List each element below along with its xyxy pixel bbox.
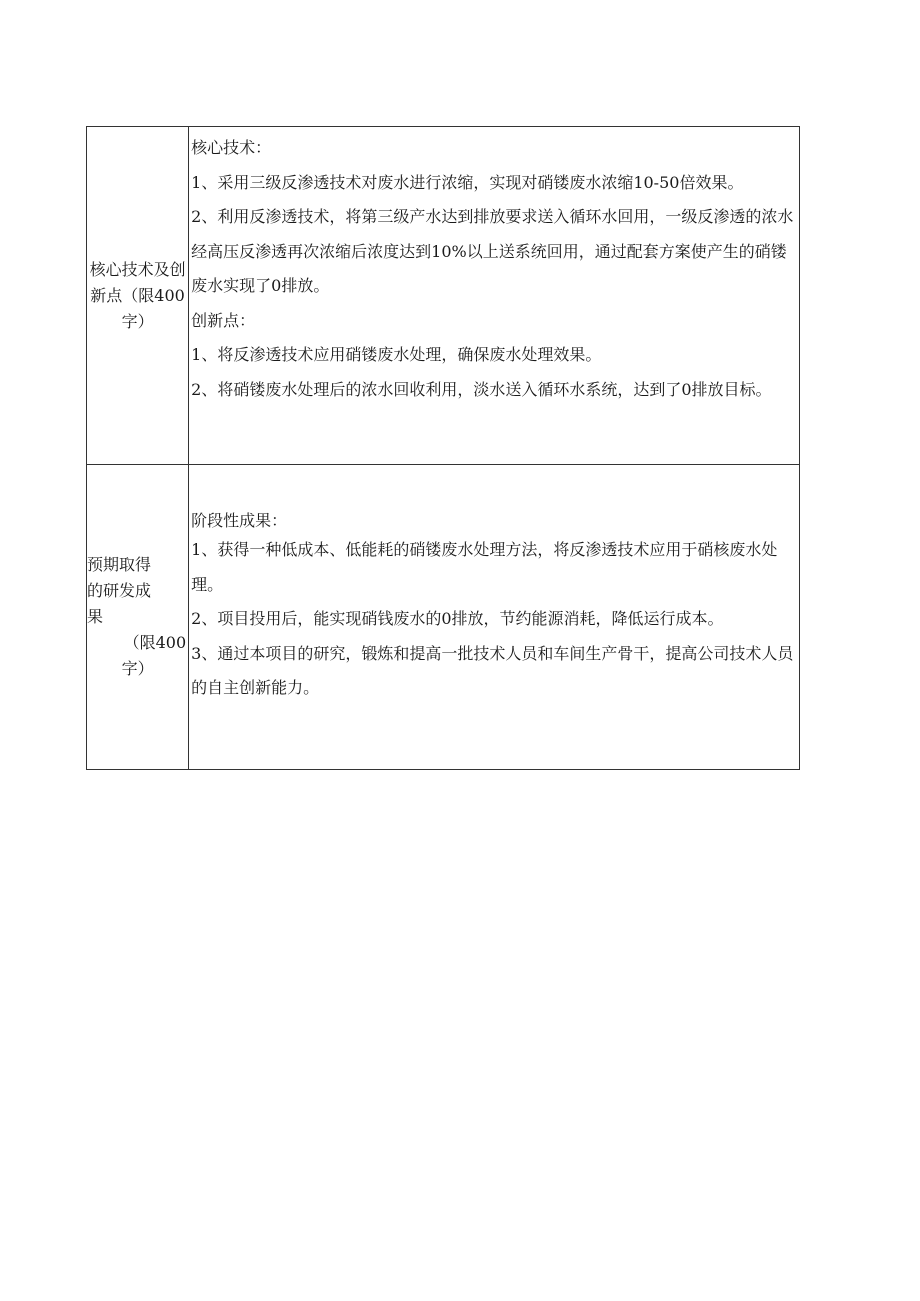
innovation-item-1: 1、将反渗透技术应用硝镂废水处理，确保废水处理效果。 bbox=[191, 345, 602, 364]
innovation-heading: 创新点： bbox=[191, 310, 256, 330]
stage-results-heading: 阶段性成果： bbox=[191, 511, 288, 530]
expected-results-label-line-3: 果 bbox=[87, 607, 104, 626]
core-tech-item-2: 2、利用反渗透技术，将第三级产水达到排放要求送入循环水回用，一级反渗透的浓水经高压反渗透再次浓缩后浓度达到10%以上送系统回用，通过配套方案使产生的硝镂废水实现了0排放。 bbox=[191, 207, 794, 295]
expected-results-row bbox=[87, 465, 800, 770]
core-tech-content bbox=[189, 127, 800, 465]
expected-results-label-line-5: 字） bbox=[121, 659, 154, 678]
project-form-table bbox=[86, 126, 800, 770]
expected-results-label-line-2: 的研发成 bbox=[87, 581, 152, 600]
innovation-item-2: 2、将硝镂废水处理后的浓水回收利用，淡水送入循环水系统，达到了0排放目标。 bbox=[191, 379, 772, 399]
core-tech-row bbox=[87, 127, 800, 465]
core-tech-item-1: 1、采用三级反渗透技术对废水进行浓缩，实现对硝镂废水浓缩10-50倍效果。 bbox=[191, 172, 744, 192]
stage-results-item-1: 1、获得一种低成本、低能耗的硝镂废水处理方法，将反渗透技术应用于硝核废水处理。 bbox=[191, 540, 778, 594]
expected-results-label-line-1: 预期取得 bbox=[87, 555, 152, 574]
expected-results-content bbox=[189, 465, 800, 770]
core-tech-label: 核心技术及创新点（限400字） bbox=[87, 127, 189, 465]
expected-results-label bbox=[87, 465, 189, 770]
stage-results-item-2: 2、项目投用后，能实现硝钱废水的0排放，节约能源消耗，降低运行成本。 bbox=[191, 609, 724, 628]
core-tech-heading: 核心技术： bbox=[191, 138, 272, 157]
expected-results-label-line-4: （限400 bbox=[123, 633, 187, 652]
stage-results-item-3: 3、通过本项目的研究，锻炼和提高一批技术人员和车间生产骨干，提高公司技术人员的自主创新能力。 bbox=[191, 643, 794, 697]
